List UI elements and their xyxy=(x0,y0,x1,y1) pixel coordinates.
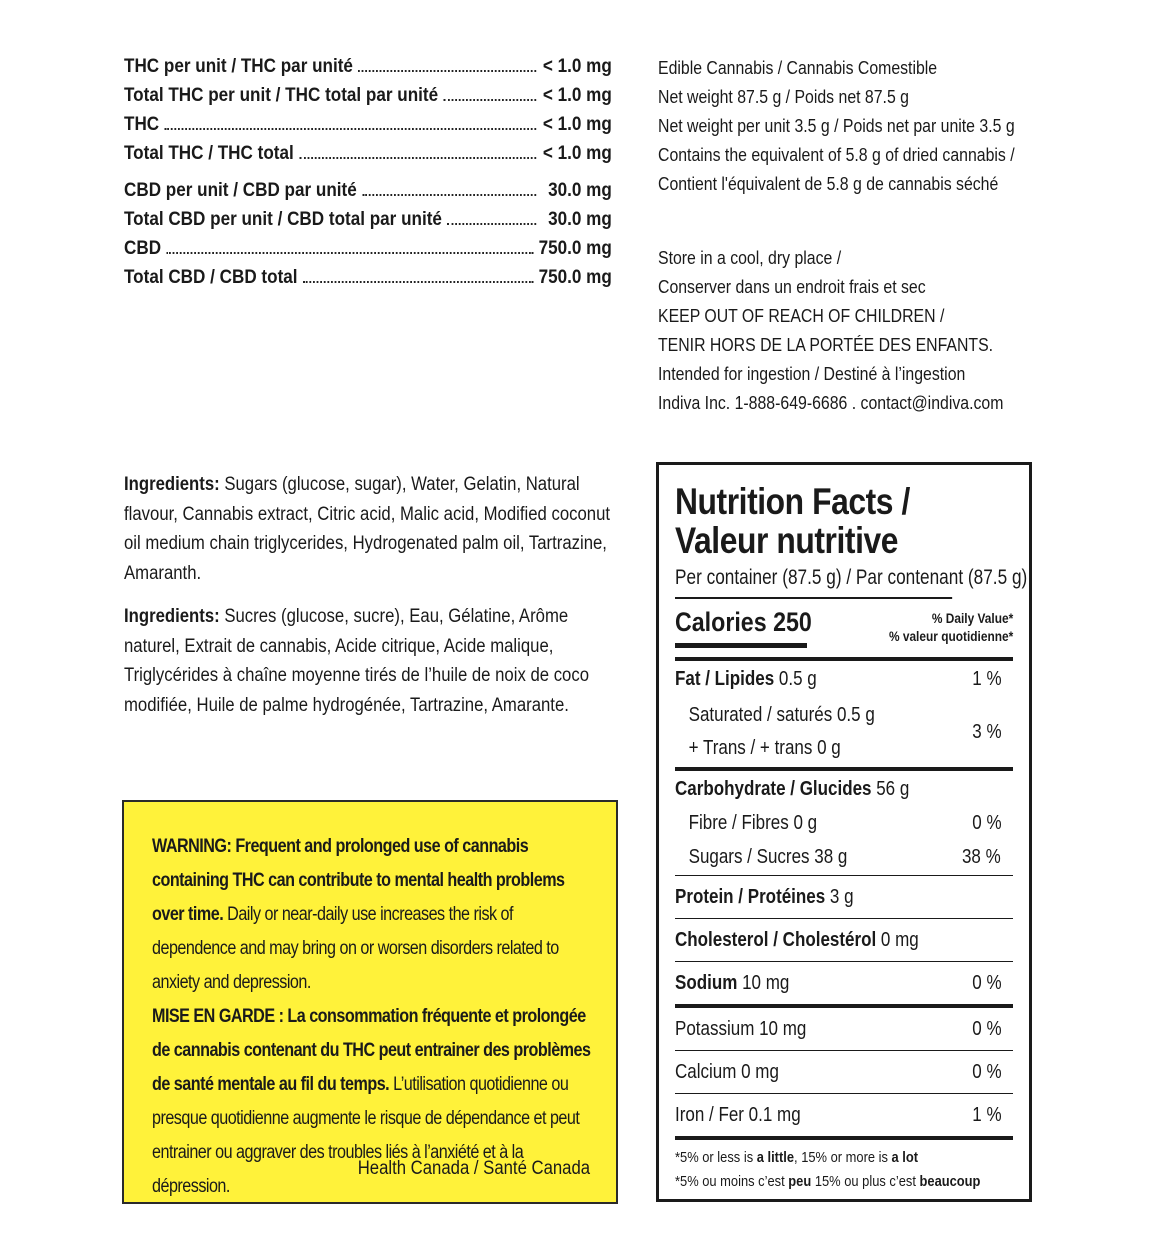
cholesterol-row: Cholesterol / Cholestérol 0 mg xyxy=(675,919,1013,962)
fat-row: Fat / Lipides 0.5 g 1 % xyxy=(675,667,1002,690)
info-line: Contains the equivalent of 5.8 g of dried cannabis / xyxy=(658,145,1015,165)
nutrition-facts-table xyxy=(656,462,1032,1202)
iron-row: Iron / Fer 0.1 mg 1 % xyxy=(675,1094,1013,1140)
storage-info xyxy=(658,244,1003,418)
calories: Calories 250 xyxy=(675,607,812,637)
info-line: Indiva Inc. 1-888-649-6686 . contact@indiva.com xyxy=(658,393,1004,413)
info-line: Net weight per unit 3.5 g / Poids net par unite 3.5 g xyxy=(658,116,1015,136)
calcium-row: Calcium 0 mg 0 % xyxy=(675,1051,1013,1094)
warning-text: WARNING: Frequent and prolonged use of cannabis containing THC can contribute to mental health problems over time. Daily or near-daily use increases the risk of dependence and may bring on or worsen disorders related to anxiety and depression. MISE EN GARDE : La consommation fréquente et prolongée de cannabis contenant du THC peut entrainer des problèmes de santé mentale au fil du temps. L’utilisation quotidienne ou presque quotidienne augmente le risque de dépendance et peut entrainer ou aggraver des troubles liés à l’anxiété et à la dépression. xyxy=(152,836,591,1197)
info-line: TENIR HORS DE LA PORTÉE DES ENFANTS. xyxy=(658,335,994,355)
cannabinoid-row: THC per unit / THC par unité < 1.0 mg xyxy=(124,56,612,77)
ingredients-english: Ingredients: Sugars (glucose, sugar), Water, Gelatin, Natural flavour, Cannabis extract, Citric acid, Malic acid, Modified coconut oil medium chain triglycerides, Hydrogenated palm oil, Tartrazine, Amaranth. xyxy=(124,474,611,584)
info-line: Contient l'équivalent de 5.8 g de cannabis séché xyxy=(658,174,999,194)
cannabinoid-row: Total THC / THC total < 1.0 mg xyxy=(124,143,612,164)
cannabinoid-row: CBD per unit / CBD par unité 30.0 mg xyxy=(124,180,612,201)
info-line: Store in a cool, dry place / xyxy=(658,248,842,268)
protein-row: Protein / Protéines 3 g xyxy=(675,876,1013,919)
calories-row xyxy=(675,599,1013,661)
fibre-row: Fibre / Fibres 0 g 0 % xyxy=(688,811,1002,834)
cannabinoid-row: Total CBD per unit / CBD total par unité 30.0 mg xyxy=(124,209,612,230)
cannabinoid-row: THC < 1.0 mg xyxy=(124,114,612,135)
sodium-row: Sodium 10 mg 0 % xyxy=(675,962,1013,1008)
info-line: Edible Cannabis / Cannabis Comestible xyxy=(658,58,938,78)
cannabinoid-table xyxy=(124,56,612,296)
carbohydrate-row: Carbohydrate / Glucides 56 g xyxy=(675,777,910,800)
ingredients-french: Ingredients: Sucres (glucose, sucre), Eau, Gélatine, Arôme naturel, Extrait de cannabis, Acide citrique, Acide malique, Triglycérides à chaîne moyenne tirés de l’huile de noix de coco modifiée, Huile de palme hydrogénée, Tartrazine, Amarante. xyxy=(124,606,590,716)
serving-size: Per container (87.5 g) / Par contenant (87.5 g) xyxy=(675,563,952,599)
info-line: Intended for ingestion / Destiné à l’ingestion xyxy=(658,364,966,384)
info-line: Conserver dans un endroit frais et sec xyxy=(658,277,926,297)
daily-value-header: % Daily Value* % valeur quotidienne* xyxy=(888,610,1013,644)
warning-source: Health Canada / Santé Canada xyxy=(357,1158,590,1179)
potassium-row: Potassium 10 mg 0 % xyxy=(675,1008,1013,1051)
product-info xyxy=(658,54,1015,199)
cannabinoid-row: Total THC per unit / THC total par unité < 1.0 mg xyxy=(124,85,612,106)
cannabinoid-row: CBD 750.0 mg xyxy=(124,238,612,259)
nutrition-footnote: *5% or less is a little, 15% or more is a lot *5% ou moins c’est peu 15% ou plus c’est beaucoup xyxy=(675,1149,981,1190)
sugars-row: Sugars / Sucres 38 g 38 % xyxy=(675,839,1013,876)
saturated-trans-row: Saturated / saturés 0.5 g + Trans / + trans 0 g 3 % xyxy=(675,697,1013,771)
cannabinoid-row: Total CBD / CBD total 750.0 mg xyxy=(124,267,612,288)
health-warning-box xyxy=(122,800,618,1204)
info-line: Net weight 87.5 g / Poids net 87.5 g xyxy=(658,87,909,107)
info-line: KEEP OUT OF REACH OF CHILDREN / xyxy=(658,306,945,326)
nutrition-title: Nutrition Facts / Valeur nutritive xyxy=(675,481,910,561)
